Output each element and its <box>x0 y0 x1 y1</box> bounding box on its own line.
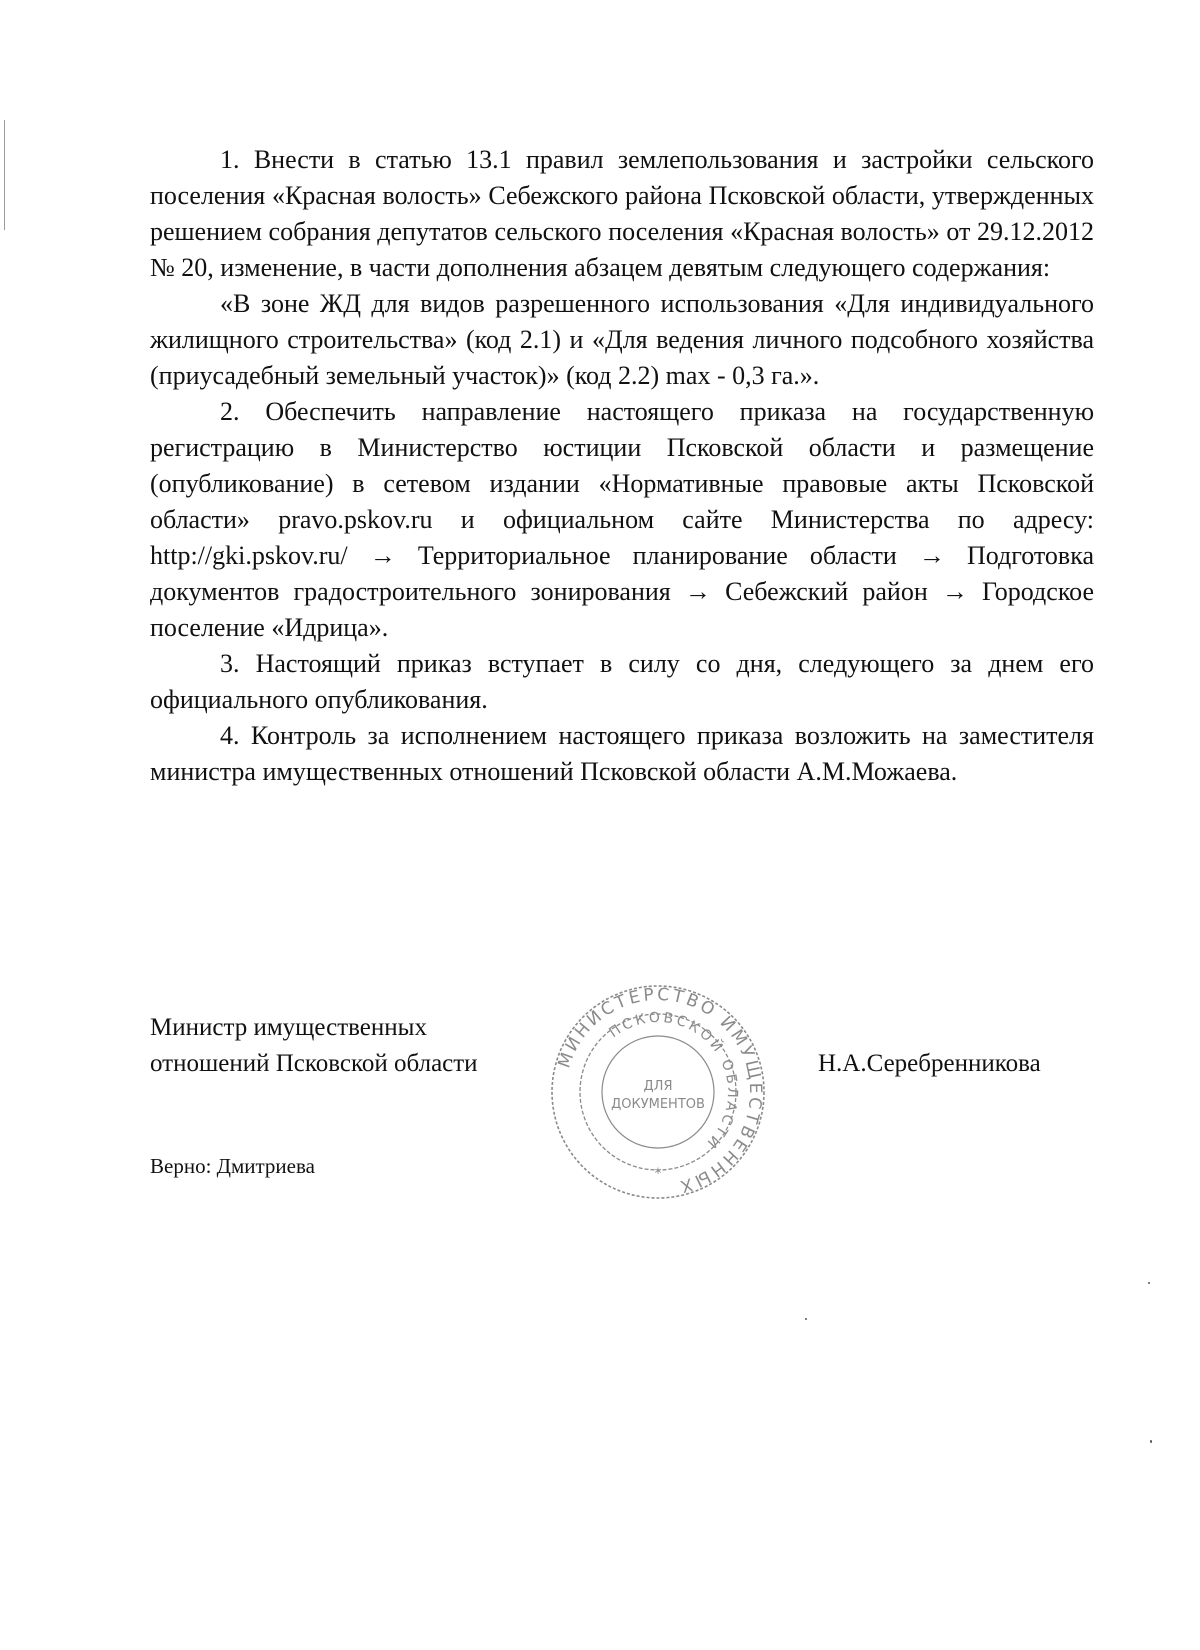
signatory-position-line-2: отношений Псковской области <box>150 1050 478 1077</box>
seal-outer-path-text: МИНИСТЕРСТВО ИМУЩЕСТВЕННЫХ <box>554 984 766 1197</box>
scan-speck <box>805 1318 807 1320</box>
seal-center-line-2: ДОКУМЕНТОВ <box>611 1097 705 1112</box>
signatory-position <box>150 1010 478 1082</box>
seal-center-line-1: ДЛЯ <box>643 1079 673 1094</box>
scan-speck <box>1148 1282 1150 1284</box>
svg-text:ПСКОВСКОЙ ОБЛАСТИ <box>606 1010 740 1153</box>
signatory-name: Н.А.Серебренникова <box>818 1050 1041 1077</box>
paragraph-quote: «В зоне ЖД для видов разрешенного использования «Для индивидуального жилищного строительства» (код 2.1) и «Для ведения личного подсобного хозяйства (приусадебный земельный участок)» (код 2.2) max - 0,3 га.». <box>150 289 1094 390</box>
document-body <box>150 142 1094 790</box>
scan-speck <box>1150 1440 1152 1443</box>
paragraph-3: 3. Настоящий приказ вступает в силу со дня, следующего за днем его официального опубликования. <box>150 649 1094 714</box>
signatory-position-line-1: Министр имущественных <box>150 1014 427 1041</box>
paragraph-1: 1. Внести в статью 13.1 правил землепользования и застройки сельского поселения «Красная волость» Себежского района Псковской области, утвержденных решением собрания депутатов сельского поселения «Красная волость» от 29.12.2012 № 20, изменение, в части дополнения абзацем девятым следующего содержания: <box>150 145 1094 282</box>
scan-edge-artifact <box>4 120 5 230</box>
seal-inner-path-text: ПСКОВСКОЙ ОБЛАСТИ <box>606 1009 741 1153</box>
seal-star-mark: * <box>654 1166 662 1182</box>
seal-graphic <box>548 982 768 1202</box>
official-seal <box>548 982 768 1202</box>
paragraph-4: 4. Контроль за исполнением настоящего приказа возложить на заместителя министра имущественных отношений Псковской области А.М.Можаева. <box>150 721 1094 786</box>
paragraph-2: 2. Обеспечить направление настоящего приказа на государственную регистрацию в Министерство юстиции Псковской области и размещение (опубликование) в сетевом издании «Нормативные правовые акты Псковской области» pravo.pskov.ru и официальном сайте Министерства по адресу: http://gki.pskov.ru/ → Территориальное планирование области → Подготовка документов градостроительного зонирования → Себежский район → Городское поселение «Идрица». <box>150 397 1094 642</box>
certification-note: Верно: Дмитриева <box>150 1154 315 1178</box>
